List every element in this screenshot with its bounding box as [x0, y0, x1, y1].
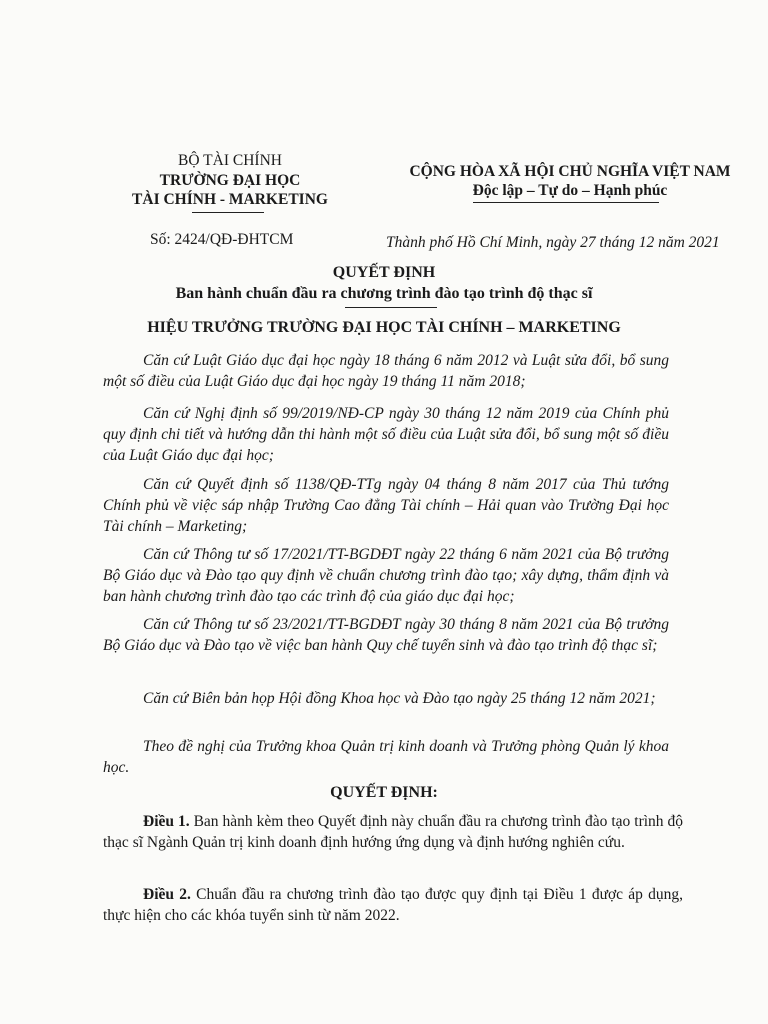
article-2-text: Chuẩn đầu ra chương trình đào tạo được quy định tại Điều 1 được áp dụng, thực hiện cho các khóa tuyển sinh từ năm 2022. [103, 886, 684, 924]
article-2 [103, 884, 683, 926]
document-number: Số: 2424/QĐ-ĐHTCM [150, 231, 294, 248]
left-header-underline [192, 212, 264, 213]
school-name-line2: TÀI CHÍNH - MARKETING [132, 191, 328, 208]
issuing-authority: HIỆU TRƯỞNG TRƯỜNG ĐẠI HỌC TÀI CHÍNH – MARKETING [147, 319, 621, 336]
subject-underline [345, 307, 437, 308]
national-motto: Độc lập – Tự do – Hạnh phúc [472, 182, 668, 199]
document-subject: Ban hành chuẩn đầu ra chương trình đào tạo trình độ thạc sĩ [175, 285, 593, 302]
legal-basis-7: Theo đề nghị của Trưởng khoa Quản trị kinh doanh và Trưởng phòng Quản lý khoa học. [103, 738, 669, 776]
ministry-name: BỘ TÀI CHÍNH [178, 152, 282, 169]
article-1-text: Ban hành kèm theo Quyết định này chuẩn đầu ra chương trình đào tạo trình độ thạc sĩ Ngành Quản trị kinh doanh định hướng ứng dụng và định hướng nghiên cứu. [103, 813, 684, 851]
article-1 [103, 811, 683, 853]
legal-basis-4: Căn cứ Thông tư số 17/2021/TT-BGDĐT ngày 22 tháng 6 năm 2021 của Bộ trưởng Bộ Giáo dục và Đào tạo quy định về chuẩn chương trình đào tạo; xây dựng, thẩm định và ban hành chương trình đào tạo các trình độ của giáo dục đại học; [103, 546, 669, 605]
legal-basis-1: Căn cứ Luật Giáo dục đại học ngày 18 tháng 6 năm 2012 và Luật sửa đổi, bổ sung một số điều của Luật Giáo dục đại học ngày 19 tháng 11 năm 2018; [103, 352, 669, 390]
document-title: QUYẾT ĐỊNH [332, 264, 436, 281]
legal-basis-3: Căn cứ Quyết định số 1138/QĐ-TTg ngày 04 tháng 8 năm 2017 của Thủ tướng Chính phủ về việc sáp nhập Trường Cao đẳng Tài chính – Hải quan vào Trường Đại học Tài chính – Marketing; [103, 476, 669, 535]
legal-basis-2: Căn cứ Nghị định số 99/2019/NĐ-CP ngày 30 tháng 12 năm 2019 của Chính phủ quy định chi tiết và hướng dẫn thi hành một số điều của Luật sửa đổi, bổ sung một số điều của Luật Giáo dục đại học; [103, 405, 669, 464]
country-name: CỘNG HÒA XÃ HỘI CHỦ NGHĨA VIỆT NAM [409, 163, 731, 180]
legal-basis-6: Căn cứ Biên bản họp Hội đồng Khoa học và Đào tạo ngày 25 tháng 12 năm 2021; [143, 690, 656, 707]
article-1-label: Điều 1. [143, 813, 190, 830]
decision-heading: QUYẾT ĐỊNH: [330, 784, 438, 801]
article-2-label: Điều 2. [143, 886, 191, 903]
legal-basis-5: Căn cứ Thông tư số 23/2021/TT-BGDĐT ngày 30 tháng 8 năm 2021 của Bộ trưởng Bộ Giáo dục và Đào tạo về việc ban hành Quy chế tuyển sinh và đào tạo trình độ thạc sĩ; [103, 616, 669, 654]
school-name-line1: TRƯỜNG ĐẠI HỌC [159, 172, 301, 189]
place-and-date: Thành phố Hồ Chí Minh, ngày 27 tháng 12 năm 2021 [386, 234, 720, 251]
motto-underline [473, 202, 659, 203]
